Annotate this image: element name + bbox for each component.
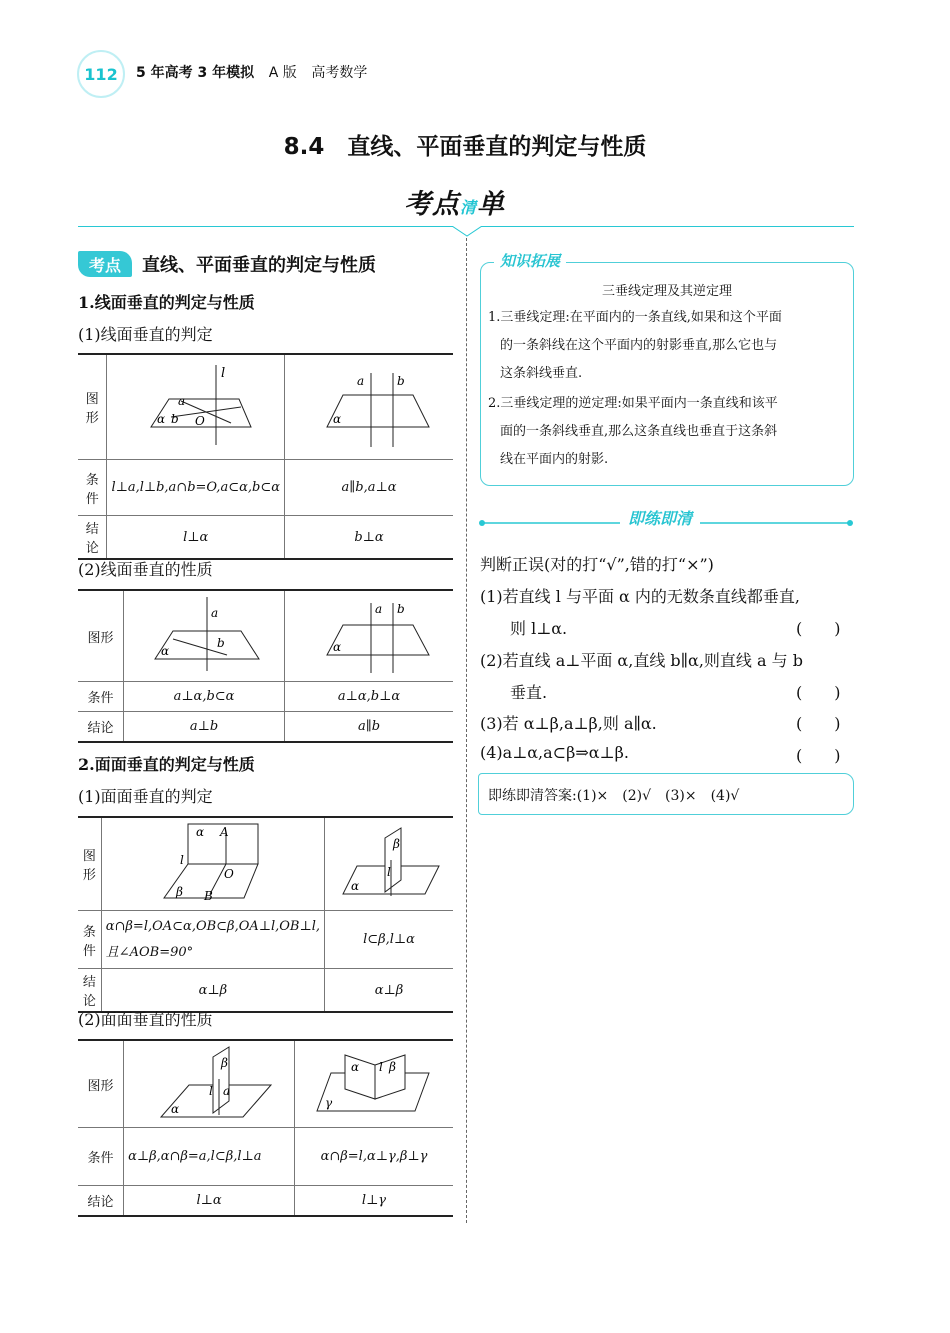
table-line-plane-property	[78, 589, 453, 743]
label-beta: β	[389, 1060, 396, 1074]
part1-sub1: (1)线面垂直的判定	[78, 325, 213, 344]
question-4: (4)a⊥α,a⊂β⇒α⊥β.	[480, 743, 629, 762]
figure-perp-line-property	[129, 593, 279, 675]
figure-cell	[101, 817, 324, 911]
figure-dihedral-angle	[118, 820, 308, 904]
row-label-condition: 条件	[78, 460, 107, 516]
figure-cell	[107, 354, 285, 460]
figure-cell	[124, 590, 285, 682]
book-title: 5 年高考 3 年模拟	[136, 65, 255, 81]
conclusion-1: a⊥b	[124, 712, 285, 742]
conclusion-2: α⊥β	[325, 969, 454, 1013]
figure-two-planes-perp-gamma	[299, 1043, 449, 1121]
condition-2: a∥b,a⊥α	[285, 460, 454, 516]
condition-2: α∩β=l,α⊥γ,β⊥γ	[295, 1128, 454, 1186]
banner-part3: 单	[477, 189, 506, 220]
conclusion-2: b⊥α	[285, 516, 454, 560]
label-b: b	[397, 602, 405, 616]
conclusion-1: α⊥β	[101, 969, 324, 1013]
label-l: l	[220, 366, 225, 381]
label-alpha: α	[351, 1060, 360, 1074]
label-alpha: α	[161, 644, 170, 658]
row-label-conclusion: 结论	[78, 1186, 124, 1216]
figure-perp-planes-property	[129, 1043, 289, 1121]
figure-cell	[285, 590, 454, 682]
knowledge-line: 这条斜线垂直.	[500, 366, 583, 381]
question-1-cont: 则 l⊥α.	[510, 619, 568, 638]
label-O: O	[194, 414, 205, 428]
running-header	[136, 62, 367, 82]
label-a: a	[375, 602, 383, 616]
conclusion-1: l⊥α	[124, 1186, 295, 1216]
banner-part1: 考点	[404, 189, 460, 220]
row-label-condition: 条件	[78, 682, 124, 712]
column-divider	[466, 238, 467, 1223]
label-beta: β	[175, 885, 183, 899]
label-alpha: α	[333, 640, 342, 654]
knowledge-line: 2.三垂线定理的逆定理:如果平面内一条直线和该平	[488, 396, 778, 411]
practice-answers: 即练即清答案:(1)× (2)√ (3)× (4)√	[488, 788, 740, 804]
label-B: B	[203, 889, 213, 903]
answer-blank-1: ( )	[796, 619, 841, 638]
table-plane-plane-property	[78, 1039, 453, 1217]
part1-heading: 1.线面垂直的判定与性质	[78, 293, 255, 312]
label-A: A	[219, 825, 229, 839]
label-l: l	[387, 865, 391, 879]
row-label-condition: 条件	[78, 1128, 124, 1186]
label-a: a	[177, 394, 185, 408]
condition-2: a⊥α,b⊥α	[285, 682, 454, 712]
label-l: l	[179, 853, 184, 867]
row-label-figure: 图形	[78, 354, 107, 460]
question-3: (3)若 α⊥β,a⊥β,则 a∥α.	[480, 714, 657, 733]
label-l: l	[379, 1060, 383, 1074]
label-a: a	[211, 606, 219, 620]
practice-title: 即练即清	[620, 506, 700, 529]
question-1: (1)若直线 l 与平面 α 内的无数条直线都垂直,	[480, 587, 801, 606]
page-title: 8.4 直线、平面垂直的判定与性质	[283, 134, 647, 160]
row-label-conclusion: 结论	[78, 712, 124, 742]
label-gamma: γ	[325, 1096, 333, 1110]
part2-sub2: (2)面面垂直的性质	[78, 1010, 213, 1029]
row-label-figure: 图形	[78, 817, 101, 911]
banner-part2: 清	[460, 198, 478, 217]
label-O: O	[223, 867, 234, 881]
label-beta: β	[221, 1056, 228, 1070]
part1-sub2: (2)线面垂直的性质	[78, 560, 213, 579]
knowledge-line: 的一条斜线在这个平面内的射影垂直,那么它也与	[500, 338, 778, 353]
row-label-conclusion: 结论	[78, 516, 107, 560]
subject: 高考数学	[311, 65, 368, 81]
page-number: 112	[77, 50, 125, 98]
label-alpha: α	[333, 412, 342, 426]
conclusion-1: l⊥α	[107, 516, 285, 560]
label-alpha: α	[195, 825, 204, 839]
table-line-plane-judgement	[78, 353, 453, 560]
label-a: a	[357, 374, 365, 388]
edition: A 版	[268, 65, 297, 81]
question-2-cont: 垂直.	[510, 683, 548, 702]
knowledge-label: 知识拓展	[494, 250, 566, 271]
knowledge-line: 线在平面内的射影.	[500, 452, 609, 467]
question-2: (2)若直线 a⊥平面 α,直线 b∥α,则直线 a 与 b	[480, 651, 803, 670]
row-label-condition: 条件	[78, 911, 101, 969]
label-beta: β	[393, 837, 400, 851]
part2-heading: 2.面面垂直的判定与性质	[78, 755, 255, 774]
label-a: a	[223, 1084, 231, 1098]
condition-1: a⊥α,b⊂α	[124, 682, 285, 712]
label-alpha: α	[156, 412, 165, 426]
answer-blank-3: ( )	[796, 714, 841, 733]
table-plane-plane-judgement	[78, 816, 453, 1013]
figure-line-perp-plane	[121, 357, 271, 453]
conclusion-2: a∥b	[285, 712, 454, 742]
condition-1: α∩β=l,OA⊂α,OB⊂β,OA⊥l,OB⊥l,且∠AOB=90°	[101, 911, 324, 969]
answer-blank-4: ( )	[796, 746, 841, 765]
figure-two-perp-lines	[289, 593, 449, 675]
label-b: b	[397, 374, 405, 388]
label-b: b	[217, 636, 225, 650]
figure-cell	[285, 354, 454, 460]
row-label-conclusion: 结论	[78, 969, 101, 1013]
figure-cell	[124, 1040, 295, 1128]
section-banner	[404, 182, 505, 221]
part2-sub1: (1)面面垂直的判定	[78, 787, 213, 806]
section-badge: 考点	[78, 251, 132, 277]
condition-2: l⊂β,l⊥α	[325, 911, 454, 969]
knowledge-line: 面的一条斜线垂直,那么这条直线也垂直于这条斜	[500, 424, 778, 439]
figure-parallel-lines-perp	[289, 357, 449, 453]
knowledge-line: 1.三垂线定理:在平面内的一条直线,如果和这个平面	[488, 310, 782, 325]
label-b: b	[170, 412, 179, 426]
section-heading: 直线、平面垂直的判定与性质	[142, 255, 376, 276]
figure-cell	[295, 1040, 454, 1128]
row-label-figure: 图形	[78, 590, 124, 682]
conclusion-2: l⊥γ	[295, 1186, 454, 1216]
practice-intro: 判断正误(对的打“√”,错的打“×”)	[480, 555, 714, 574]
condition-1: l⊥a,l⊥b,a∩b=O,a⊂α,b⊂α	[107, 460, 285, 516]
answer-blank-2: ( )	[796, 683, 841, 702]
condition-1: α⊥β,α∩β=a,l⊂β,l⊥a	[124, 1128, 295, 1186]
label-alpha: α	[171, 1102, 180, 1116]
figure-cell	[325, 817, 454, 911]
label-l: l	[209, 1084, 213, 1098]
figure-plane-through-perp-line	[329, 820, 449, 904]
row-label-figure: 图形	[78, 1040, 124, 1128]
label-alpha: α	[351, 879, 360, 893]
banner-notch	[452, 226, 482, 238]
knowledge-title: 三垂线定理及其逆定理	[601, 284, 732, 299]
